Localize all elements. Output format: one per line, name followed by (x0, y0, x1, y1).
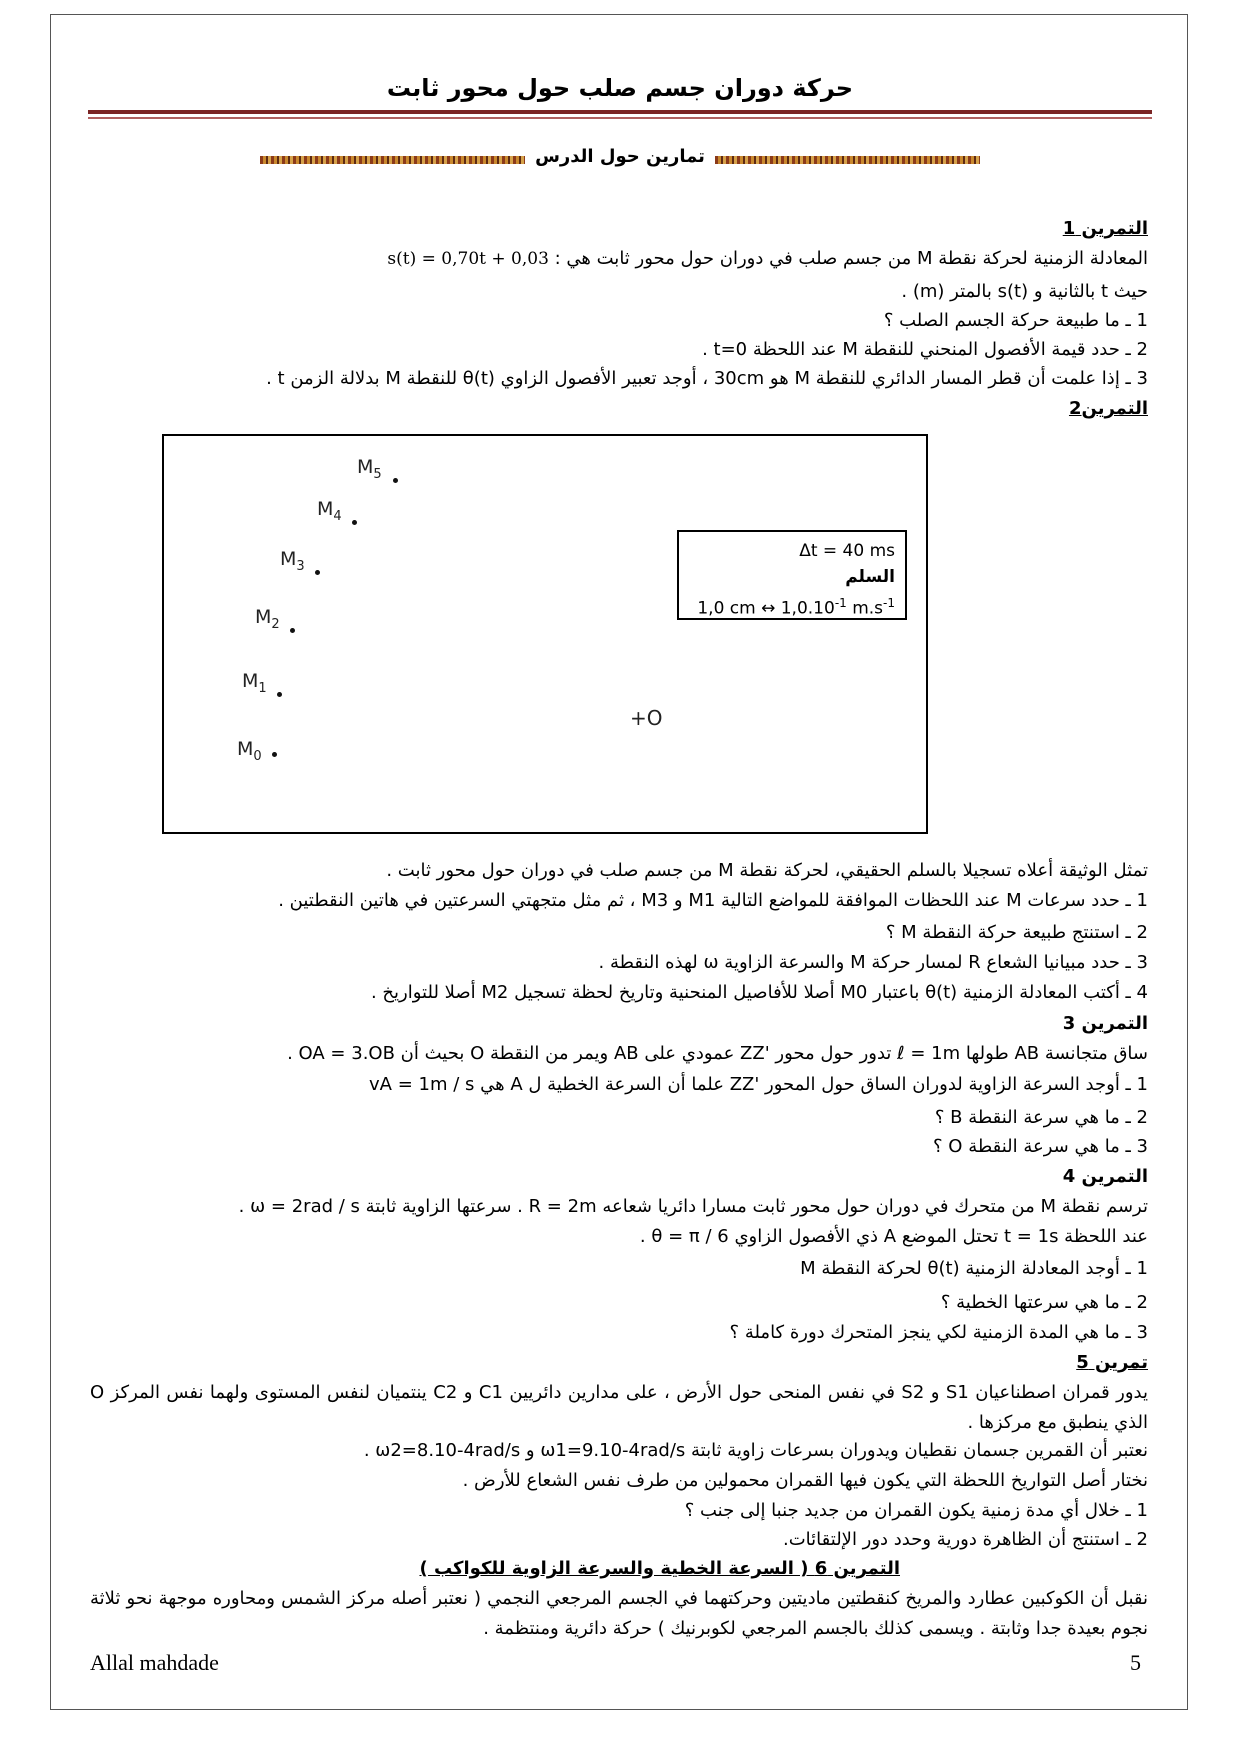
point-m1 (277, 692, 282, 697)
legend-scale-label: السلم (845, 567, 895, 587)
ex1-units: حيث t بالثانية و s(t) بالمتر (m) . (901, 281, 1148, 302)
ex4-statement: ترسم نقطة M من متحرك في دوران حول محور ثابت مسارا دائريا شعاعه R = 2m . سرعتها الزاوية ثابتة ω = 2rad / s . (238, 1196, 1148, 1217)
point-m3 (315, 570, 320, 575)
ex4-q3: 3 ـ ما هي المدة الزمنية لكي ينجز المتحرك دورة كاملة ؟ (729, 1322, 1148, 1343)
ex2-statement: تمثل الوثيقة أعلاه تسجيلا بالسلم الحقيقي، لحركة نقطة M من جسم صلب في دوران حول محور ثابت . (386, 860, 1148, 881)
ex5-paragraph: يدور قمران اصطناعيان S1 و S2 في نفس المنحى حول الأرض ، على مدارين دائريين C1 و C2 ينتميان لنفس المستوى ولهما نفس المركز O الذي ينطبق مع مركزها . (90, 1382, 1149, 1433)
footer-author: Allal mahdade (90, 1650, 219, 1675)
ex3-q1: 1 ـ أوجد السرعة الزاوية لدوران الساق حول المحور 'ZZ علما أن السرعة الخطية ل A هي vA = 1m / s (369, 1074, 1148, 1095)
ex1-equation: s(t) = 0,70t + 0,03 (387, 249, 549, 269)
ex6-paragraph: نقبل أن الكوكبين عطارد والمريخ كنقطتين ماديتين وحركتهما في الجسم المرجعي النجمي ( نعتبر أصله مركز الشمس ومحاوره موجهة نحو ثلاثة نجوم بعيدة جدا وثابتة . ويسمى كذلك بالجسم المرجعي لكوبرنيك ) حركة دائرية ومنتظمة . (90, 1588, 1148, 1639)
ex1-q1: 1 ـ ما طبيعة حركة الجسم الصلب ؟ (883, 310, 1148, 331)
point-label-m4: $M_4$ (317, 498, 342, 524)
ex6-heading: التمرين 6 ( السرعة الخطية والسرعة الزاوية للكواكب ) (419, 1558, 900, 1579)
page-title: حركة دوران جسم صلب حول محور ثابت (386, 74, 854, 102)
title-rule-thin (88, 117, 1152, 119)
ex4-heading: التمرين 4 (1062, 1166, 1148, 1187)
ex3-q2: 2 ـ ما هي سرعة النقطة B ؟ (934, 1107, 1148, 1128)
ex3-heading: التمرين 3 (1062, 1013, 1148, 1034)
ex2-q3: 3 ـ حدد مبيانيا الشعاع R لمسار حركة M والسرعة الزاوية ω لهذه النقطة . (598, 952, 1148, 973)
ex1-q2: 2 ـ حدد قيمة الأفصول المنحني للنقطة M عند اللحظة t=0 . (702, 339, 1148, 360)
legend-dt: Δt = 40 ms (799, 541, 895, 561)
footer-page-number: 5 (1130, 1650, 1141, 1675)
ex2-heading: التمرين2 (1068, 398, 1148, 419)
legend-scale: 1,0 cm ↔ $1,0.10^{-1}$ $m.s^{-1}$ (697, 596, 895, 619)
ex1-statement-text: المعادلة الزمنية لحركة نقطة M من جسم صلب في دوران حول محور ثابت هي : (554, 248, 1148, 269)
ex2-q1: 1 ـ حدد سرعات M عند اللحظات الموافقة للمواضع التالية M1 و M3 ، ثم مثل متجهتي السرعتين في هاتين النقطتين . (278, 890, 1148, 911)
ex5-q1: 1 ـ خلال أي مدة زمنية يكون القمران من جديد جنبا إلى جنب ؟ (684, 1500, 1148, 1521)
subtitle-bar (260, 146, 980, 172)
point-label-m0: $M_0$ (237, 738, 262, 764)
subtitle: تمارين حول الدرس (535, 146, 705, 167)
point-label-m2: $M_2$ (255, 606, 280, 632)
point-m2 (290, 628, 295, 633)
title-rule (88, 110, 1152, 114)
point-label-m5: $M_5$ (357, 456, 382, 482)
ex2-q2: 2 ـ استنتج طبيعة حركة النقطة M ؟ (885, 922, 1148, 943)
point-m4 (352, 520, 357, 525)
point-label-m3: $M_3$ (280, 548, 305, 574)
recording-figure (162, 434, 928, 834)
ex5-q2: 2 ـ استنتج أن الظاهرة دورية وحدد دور الإلتقائات. (783, 1529, 1148, 1550)
ex2-q4: 4 ـ أكتب المعادلة الزمنية θ(t) باعتبار M0 أصلا للأفاصيل المنحنية وتاريخ لحظة تسجيل M2 أصلا للتواريخ . (370, 982, 1148, 1003)
point-m5 (393, 478, 398, 483)
ex4-q1: 1 ـ أوجد المعادلة الزمنية θ(t) لحركة النقطة M (800, 1258, 1148, 1279)
ex1-statement (387, 248, 1148, 269)
point-m0 (272, 752, 277, 757)
ornament-right (715, 156, 980, 164)
ex3-q3: 3 ـ ما هي سرعة النقطة O ؟ (933, 1136, 1148, 1157)
ex1-q3: 3 ـ إذا علمت أن قطر المسار الدائري للنقطة M هو 30cm ، أوجد تعبير الأفصول الزاوي θ(t) للنقطة M بدلالة الزمن t . (266, 368, 1148, 389)
ex4-condition: عند اللحظة t = 1s تحتل الموضع A ذي الأفصول الزاوي θ = π / 6 . (639, 1226, 1148, 1247)
ex5-heading: تمرين 5 (1076, 1352, 1148, 1373)
figure-legend (677, 530, 907, 620)
ex5-origin: نختار أصل التواريخ اللحظة التي يكون فيها القمران محمولين من طرف نفس الشعاع للأرض . (462, 1470, 1148, 1491)
ex3-statement: ساق متجانسة AB طولها ℓ = 1m تدور حول محور 'ZZ عمودي على AB ويمر من النقطة O بحيث أن OA = 3.OB . (287, 1043, 1148, 1064)
ex5-velocities: نعتبر أن القمرين جسمان نقطيان ويدوران بسرعات زاوية ثابتة ω1=9.10-4rad/s و ω2=8.10-4rad/s . (363, 1440, 1148, 1461)
origin-label: +O (630, 706, 663, 730)
point-label-m1: $M_1$ (242, 670, 267, 696)
ex1-heading: التمرين 1 (1062, 218, 1148, 239)
ex4-q2: 2 ـ ما هي سرعتها الخطية ؟ (940, 1292, 1148, 1313)
